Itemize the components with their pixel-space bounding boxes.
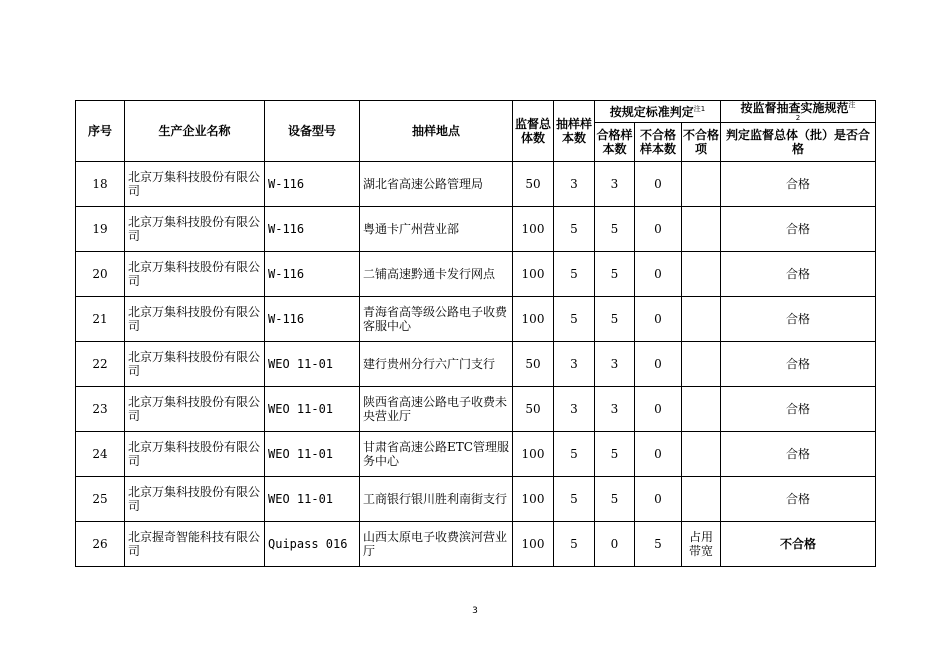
cell-location: 工商银行银川胜利南街支行: [360, 477, 513, 522]
header-model: 设备型号: [265, 101, 360, 162]
cell-company: 北京万集科技股份有限公司: [125, 297, 265, 342]
cell-qualified: 5: [595, 432, 635, 477]
cell-model: W-116: [265, 297, 360, 342]
cell-location: 湖北省高速公路管理局: [360, 162, 513, 207]
cell-location: 青海省高等级公路电子收费客服中心: [360, 297, 513, 342]
cell-total: 100: [513, 477, 554, 522]
header-unqualified-item: 不合格项: [682, 123, 721, 162]
cell-sample: 5: [554, 432, 595, 477]
cell-total: 50: [513, 162, 554, 207]
cell-total: 100: [513, 297, 554, 342]
table-body: [76, 162, 876, 567]
header-supervision-group-note2: 2: [795, 114, 801, 122]
table-header: [76, 101, 876, 162]
header-supervision-result: 判定监督总体（批）是否合格: [721, 123, 876, 162]
cell-qualified: 0: [595, 522, 635, 567]
cell-seq: 20: [76, 252, 125, 297]
cell-model: Quipass 016: [265, 522, 360, 567]
cell-company: 北京握奇智能科技有限公司: [125, 522, 265, 567]
header-location: 抽样地点: [360, 101, 513, 162]
cell-qualified: 3: [595, 387, 635, 432]
header-unqualified: 不合格样本数: [635, 123, 682, 162]
cell-total: 50: [513, 387, 554, 432]
cell-seq: 25: [76, 477, 125, 522]
cell-sample: 3: [554, 162, 595, 207]
cell-total: 50: [513, 342, 554, 387]
table-row: [76, 522, 876, 567]
header-supervision-group-label: 按监督抽查实施规范: [740, 101, 849, 115]
cell-company: 北京万集科技股份有限公司: [125, 342, 265, 387]
cell-unqualified-item: 占用带宽: [682, 522, 721, 567]
table-row: [76, 477, 876, 522]
cell-unqualified-item: [682, 432, 721, 477]
cell-company: 北京万集科技股份有限公司: [125, 477, 265, 522]
cell-total: 100: [513, 207, 554, 252]
cell-seq: 19: [76, 207, 125, 252]
cell-result: 合格: [721, 477, 876, 522]
cell-result: 合格: [721, 207, 876, 252]
cell-qualified: 5: [595, 207, 635, 252]
cell-location: 粤通卡广州营业部: [360, 207, 513, 252]
cell-total: 100: [513, 432, 554, 477]
cell-result: 合格: [721, 252, 876, 297]
cell-model: WEO 11-01: [265, 342, 360, 387]
header-standard-group-note: 注1: [693, 104, 706, 113]
cell-seq: 26: [76, 522, 125, 567]
cell-unqualified: 0: [635, 252, 682, 297]
page-number: 3: [472, 606, 478, 616]
cell-unqualified: 0: [635, 342, 682, 387]
cell-total: 100: [513, 252, 554, 297]
cell-seq: 22: [76, 342, 125, 387]
header-sample: 抽样样本数: [554, 101, 595, 162]
cell-unqualified: 0: [635, 207, 682, 252]
cell-total: 100: [513, 522, 554, 567]
cell-qualified: 5: [595, 297, 635, 342]
cell-sample: 5: [554, 477, 595, 522]
cell-unqualified-item: [682, 477, 721, 522]
cell-sample: 5: [554, 207, 595, 252]
header-seq: 序号: [76, 101, 125, 162]
cell-sample: 5: [554, 522, 595, 567]
cell-sample: 5: [554, 297, 595, 342]
cell-unqualified-item: [682, 342, 721, 387]
cell-result: 合格: [721, 342, 876, 387]
cell-company: 北京万集科技股份有限公司: [125, 387, 265, 432]
cell-sample: 5: [554, 252, 595, 297]
cell-model: W-116: [265, 252, 360, 297]
header-company: 生产企业名称: [125, 101, 265, 162]
cell-unqualified-item: [682, 162, 721, 207]
cell-model: WEO 11-01: [265, 432, 360, 477]
cell-location: 甘肃省高速公路ETC管理服务中心: [360, 432, 513, 477]
table-row: [76, 207, 876, 252]
cell-unqualified: 5: [635, 522, 682, 567]
cell-qualified: 3: [595, 162, 635, 207]
cell-seq: 24: [76, 432, 125, 477]
cell-unqualified: 0: [635, 432, 682, 477]
cell-location: 陕西省高速公路电子收费未央营业厅: [360, 387, 513, 432]
cell-company: 北京万集科技股份有限公司: [125, 252, 265, 297]
sampling-results-table: [75, 100, 876, 567]
cell-seq: 21: [76, 297, 125, 342]
cell-location: 山西太原电子收费滨河营业厅: [360, 522, 513, 567]
cell-result: 合格: [721, 297, 876, 342]
cell-result: 合格: [721, 432, 876, 477]
table-row: [76, 162, 876, 207]
cell-model: WEO 11-01: [265, 477, 360, 522]
cell-sample: 3: [554, 387, 595, 432]
cell-seq: 18: [76, 162, 125, 207]
header-qualified: 合格样本数: [595, 123, 635, 162]
cell-company: 北京万集科技股份有限公司: [125, 432, 265, 477]
table-row: [76, 387, 876, 432]
cell-unqualified-item: [682, 252, 721, 297]
header-supervision-group-note: 注: [848, 101, 856, 109]
cell-unqualified: 0: [635, 387, 682, 432]
cell-model: W-116: [265, 162, 360, 207]
cell-unqualified-item: [682, 297, 721, 342]
table-row: [76, 252, 876, 297]
cell-seq: 23: [76, 387, 125, 432]
cell-unqualified-item: [682, 207, 721, 252]
cell-unqualified-item: [682, 387, 721, 432]
cell-location: 建行贵州分行六广门支行: [360, 342, 513, 387]
cell-unqualified: 0: [635, 297, 682, 342]
cell-location: 二铺高速黔通卡发行网点: [360, 252, 513, 297]
cell-result: 合格: [721, 387, 876, 432]
cell-sample: 3: [554, 342, 595, 387]
cell-company: 北京万集科技股份有限公司: [125, 207, 265, 252]
cell-qualified: 5: [595, 477, 635, 522]
table-row: [76, 297, 876, 342]
table-row: [76, 342, 876, 387]
cell-qualified: 3: [595, 342, 635, 387]
cell-model: WEO 11-01: [265, 387, 360, 432]
header-total: 监督总体数: [513, 101, 554, 162]
header-standard-group: [595, 101, 721, 123]
header-supervision-group: [721, 101, 876, 123]
table-row: [76, 432, 876, 477]
cell-unqualified: 0: [635, 477, 682, 522]
cell-model: W-116: [265, 207, 360, 252]
cell-qualified: 5: [595, 252, 635, 297]
header-standard-group-label: 按规定标准判定: [609, 104, 694, 119]
cell-result: 合格: [721, 162, 876, 207]
cell-unqualified: 0: [635, 162, 682, 207]
cell-result-failed: 不合格: [721, 522, 876, 567]
cell-company: 北京万集科技股份有限公司: [125, 162, 265, 207]
